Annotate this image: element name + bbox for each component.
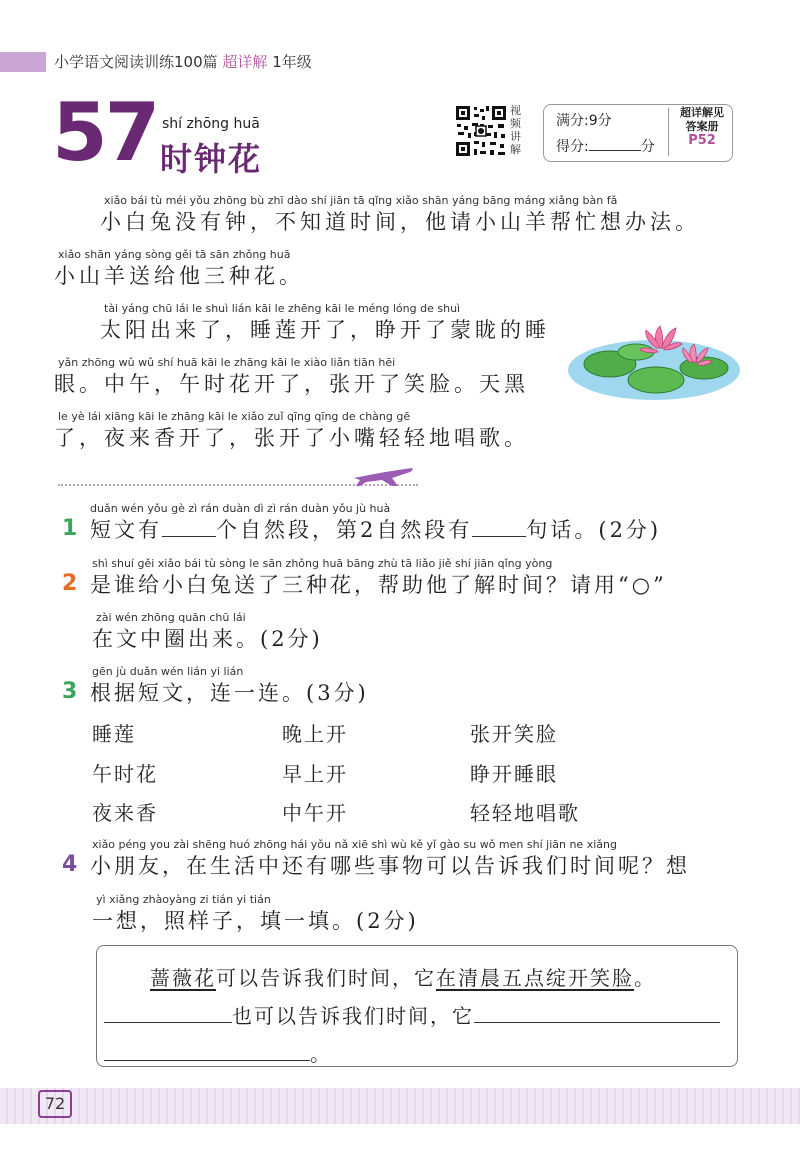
q3-text: 根据短文，连一连。(3分) <box>90 681 369 705</box>
fill-sentence-1: 也可以告诉我们时间，它 <box>104 1000 720 1029</box>
example-flower: 蔷薇花 <box>150 966 216 990</box>
full-score: 满分:9分 <box>556 113 612 129</box>
q3-pinyin: gēn jù duǎn wén lián yi lián <box>92 665 244 678</box>
score-blank[interactable] <box>589 136 641 151</box>
passage-pinyin-1: xiǎo bái tù méi yǒu zhōng bù zhī dào shí jiān tā qǐng xiǎo shān yáng bāng máng xiǎng bàn fǎ <box>104 194 618 207</box>
match-mid-2[interactable]: 早上开 <box>282 762 348 786</box>
title-pinyin: shí zhōng huā <box>162 116 260 132</box>
q4-number: 4 <box>62 852 78 877</box>
passage-pinyin-5: le yè lái xiāng kāi le zhāng kāi le xiǎo zuǐ qīng qīng de chàng gē <box>58 410 411 423</box>
match-left-3[interactable]: 夜来香 <box>92 801 158 825</box>
qr-code-icon[interactable] <box>454 104 508 158</box>
passage-pinyin-3: tài yáng chū lái le shuì lián kāi le zhēng kāi le méng lóng de shuì <box>104 302 461 315</box>
lesson-number: 57 <box>52 86 158 179</box>
fill-blank-thing[interactable] <box>104 1004 232 1023</box>
q2-text-1: 是谁给小白兔送了三种花，帮助他了解时间？请用“○” <box>90 573 667 597</box>
header-accent-bar <box>0 52 46 72</box>
q1-pinyin: duǎn wén yǒu gè zì rán duàn dì zì rán duàn yǒu jù huà <box>90 502 391 515</box>
grade-label: 1年级 <box>272 53 312 71</box>
page-number: 72 <box>38 1090 72 1118</box>
q1-text: 短文有 个自然段，第2自然段有 句话。(2分) <box>90 518 662 542</box>
passage-pinyin-2: xiǎo shān yáng sòng gěi tā sān zhǒng huā <box>58 248 291 261</box>
lotus-pond-illustration <box>566 320 742 402</box>
score-box-divider <box>668 108 669 156</box>
q4-text-2: 一想，照样子，填一填。(2分) <box>92 909 419 933</box>
match-right-3[interactable]: 轻轻地唱歌 <box>470 801 580 825</box>
match-right-1[interactable]: 张开笑脸 <box>470 722 558 746</box>
q1-blank-paragraphs[interactable] <box>162 518 216 537</box>
q1-number: 1 <box>62 516 78 541</box>
passage-pinyin-4: yǎn zhōng wǔ wǔ shí huā kāi le zhāng kāi le xiào liǎn tiān hēi <box>58 356 396 369</box>
q2-pinyin-1: shì shuí gěi xiǎo bái tù sòng le sān zhǒng huā bāng zhù tā liǎo jiě shí jiān qǐng yòng <box>92 557 553 570</box>
q1-blank-sentences[interactable] <box>472 518 526 537</box>
fill-sentence-2: 。 <box>104 1038 332 1067</box>
match-mid-1[interactable]: 晚上开 <box>282 722 348 746</box>
score-field[interactable]: 得分: 分 <box>556 136 655 156</box>
fill-blank-detail-2[interactable] <box>104 1042 310 1061</box>
q4-pinyin-1: xiǎo péng you zài shēng huó zhōng hái yǒu nǎ xiē shì wù kě yǐ gào su wǒ men shí jiān ne xiǎng <box>92 838 617 851</box>
answer-reference: 超详解见 答案册 P52 <box>680 106 724 148</box>
video-explain-label: 视 频 讲 解 <box>510 104 521 156</box>
passage-line-3: 太阳出来了，睡莲开了，睁开了蒙眬的睡 <box>100 318 550 342</box>
q2-text-2: 在文中圈出来。(2分) <box>92 627 323 651</box>
passage-line-5: 了，夜来香开了，张开了小嘴轻轻地唱歌。 <box>54 426 529 450</box>
series-name: 小学语文阅读训练100篇 <box>54 53 218 71</box>
lesson-title: 时钟花 <box>160 140 263 178</box>
match-mid-3[interactable]: 中午开 <box>282 801 348 825</box>
example-detail: 在清晨五点绽开笑脸 <box>436 966 634 990</box>
match-left-1[interactable]: 睡莲 <box>92 722 136 746</box>
q4-text-1: 小朋友，在生活中还有哪些事物可以告诉我们时间呢？想 <box>90 854 690 878</box>
q2-number: 2 <box>62 571 78 596</box>
airplane-icon <box>352 464 416 488</box>
fill-blank-detail-1[interactable] <box>474 1004 720 1023</box>
example-sentence: 蔷薇花可以告诉我们时间，它在清晨五点绽开笑脸。 <box>150 966 656 990</box>
footer-band <box>0 1088 800 1124</box>
header-title <box>54 52 312 72</box>
passage-line-2: 小山羊送给他三种花。 <box>54 264 304 288</box>
q2-pinyin-2: zài wén zhōng quān chū lái <box>96 611 246 624</box>
series-highlight: 超详解 <box>222 53 268 71</box>
passage-line-4: 眼。中午，午时花开了，张开了笑脸。天黑 <box>54 372 529 396</box>
passage-line-1: 小白兔没有钟，不知道时间，他请小山羊帮忙想办法。 <box>100 210 700 234</box>
q3-number: 3 <box>62 679 78 704</box>
match-left-2[interactable]: 午时花 <box>92 762 158 786</box>
match-right-2[interactable]: 睁开睡眼 <box>470 762 558 786</box>
q4-pinyin-2: yì xiǎng zhàoyàng zi tián yi tián <box>96 893 271 906</box>
